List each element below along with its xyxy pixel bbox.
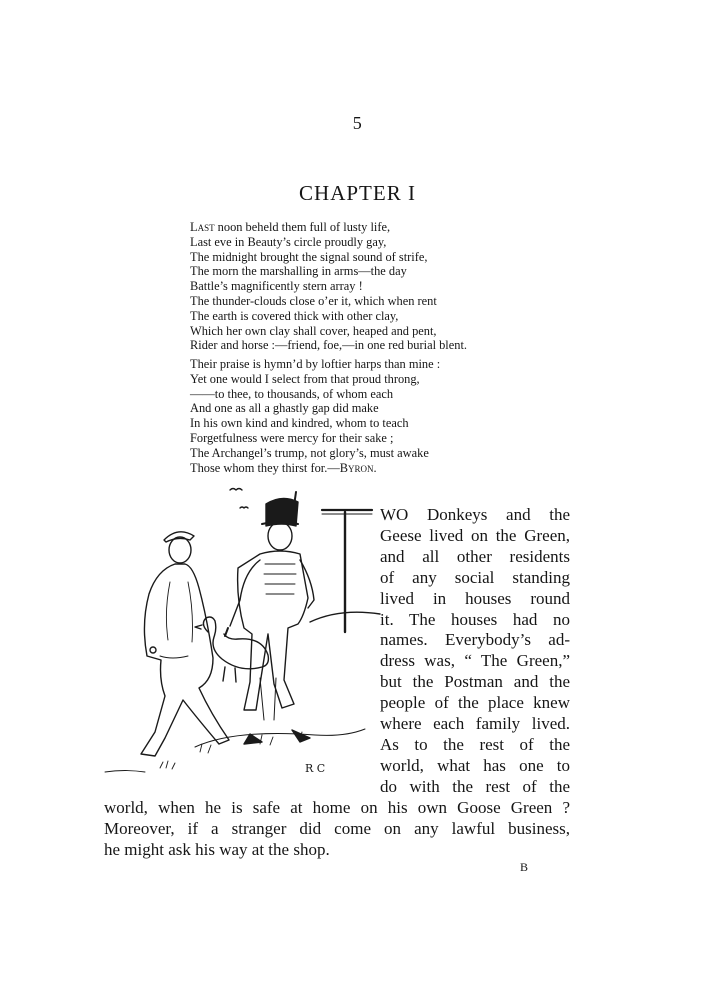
text-line: lived in houses round: [380, 588, 570, 608]
text-line: of any social standing: [380, 567, 570, 587]
epigraph-line: Their praise is hymn’d by loftier harps than mine :: [190, 357, 441, 371]
epigraph-line: The earth is covered thick with other clay,: [190, 308, 399, 323]
page-number: 5: [352, 113, 363, 133]
signature-mark: B: [520, 860, 529, 874]
epigraph-line: The midnight brought the signal sound of strife,: [190, 249, 428, 264]
epigraph-line: Which her own clay shall cover, heaped and pent,: [190, 323, 437, 338]
text-line: and all other residents: [380, 546, 570, 566]
text-line: where each family lived.: [380, 714, 570, 734]
chapter-text-full-width: [104, 798, 570, 861]
epigraph-line: ——to thee, to thousands, of whom each: [190, 386, 394, 401]
text-line: do with the rest of the: [380, 776, 570, 796]
text-line: Geese lived on the Green,: [380, 525, 570, 545]
text-line: people of the place knew: [380, 693, 570, 713]
goose: [195, 617, 268, 682]
signpost: [322, 510, 372, 632]
epigraph-line: The Archangel’s trump, not glory’s, must awake: [190, 445, 429, 460]
text-line: names. Everybody’s ad-: [380, 630, 570, 650]
text-line: he might ask his way at the shop.: [104, 839, 330, 859]
text-line: WO Donkeys and the: [380, 505, 570, 524]
epigraph-line: Yet one would I select from that proud throng,: [190, 371, 420, 386]
soldier-figure: [225, 492, 314, 744]
text-line: but the Postman and the: [380, 672, 570, 692]
text-line: Moreover, if a stranger did come on any lawful business,: [104, 818, 570, 838]
illustration-boy-soldier-goose: [100, 482, 390, 782]
text-line: world, when he is safe at home on his own Goose Green ?: [104, 798, 570, 817]
chapter-heading: CHAPTER I: [299, 181, 416, 205]
epigraph-stanza-1: [190, 220, 467, 353]
chapter-text-right-column: [380, 505, 570, 798]
epigraph-line: Forgetfulness were mercy for their sake ;: [190, 430, 394, 445]
text-line: world, what has one to: [380, 755, 570, 775]
epigraph-line: And one as all a ghastly gap did make: [190, 401, 379, 416]
epigraph-line: Last noon beheld them full of lusty life,: [190, 220, 391, 234]
epigraph-line: Rider and horse :—friend, foe,—in one red burial blent.: [190, 338, 467, 353]
artist-monogram: R C: [305, 762, 326, 775]
epigraph-line: The morn the marshalling in arms—the day: [190, 264, 407, 279]
boy-figure: [141, 532, 229, 756]
epigraph-line: Last eve in Beauty’s circle proudly gay,: [190, 234, 387, 249]
epigraph-stanza-2: [190, 357, 440, 475]
text-line: dress was, “ The Green,”: [380, 651, 570, 671]
epigraph-final-line: Those whom they thirst for.—Byron.: [190, 460, 377, 475]
text-line: As to the rest of the: [380, 734, 570, 754]
epigraph-attribution: Byron.: [339, 460, 377, 475]
epigraph-line: The thunder-clouds close o’er it, which when rent: [190, 293, 437, 308]
epigraph-line: In his own kind and kindred, whom to teach: [190, 416, 409, 431]
text-line: it. The houses had no: [380, 609, 570, 629]
epigraph-line: Battle’s magnificently stern array !: [190, 279, 363, 294]
